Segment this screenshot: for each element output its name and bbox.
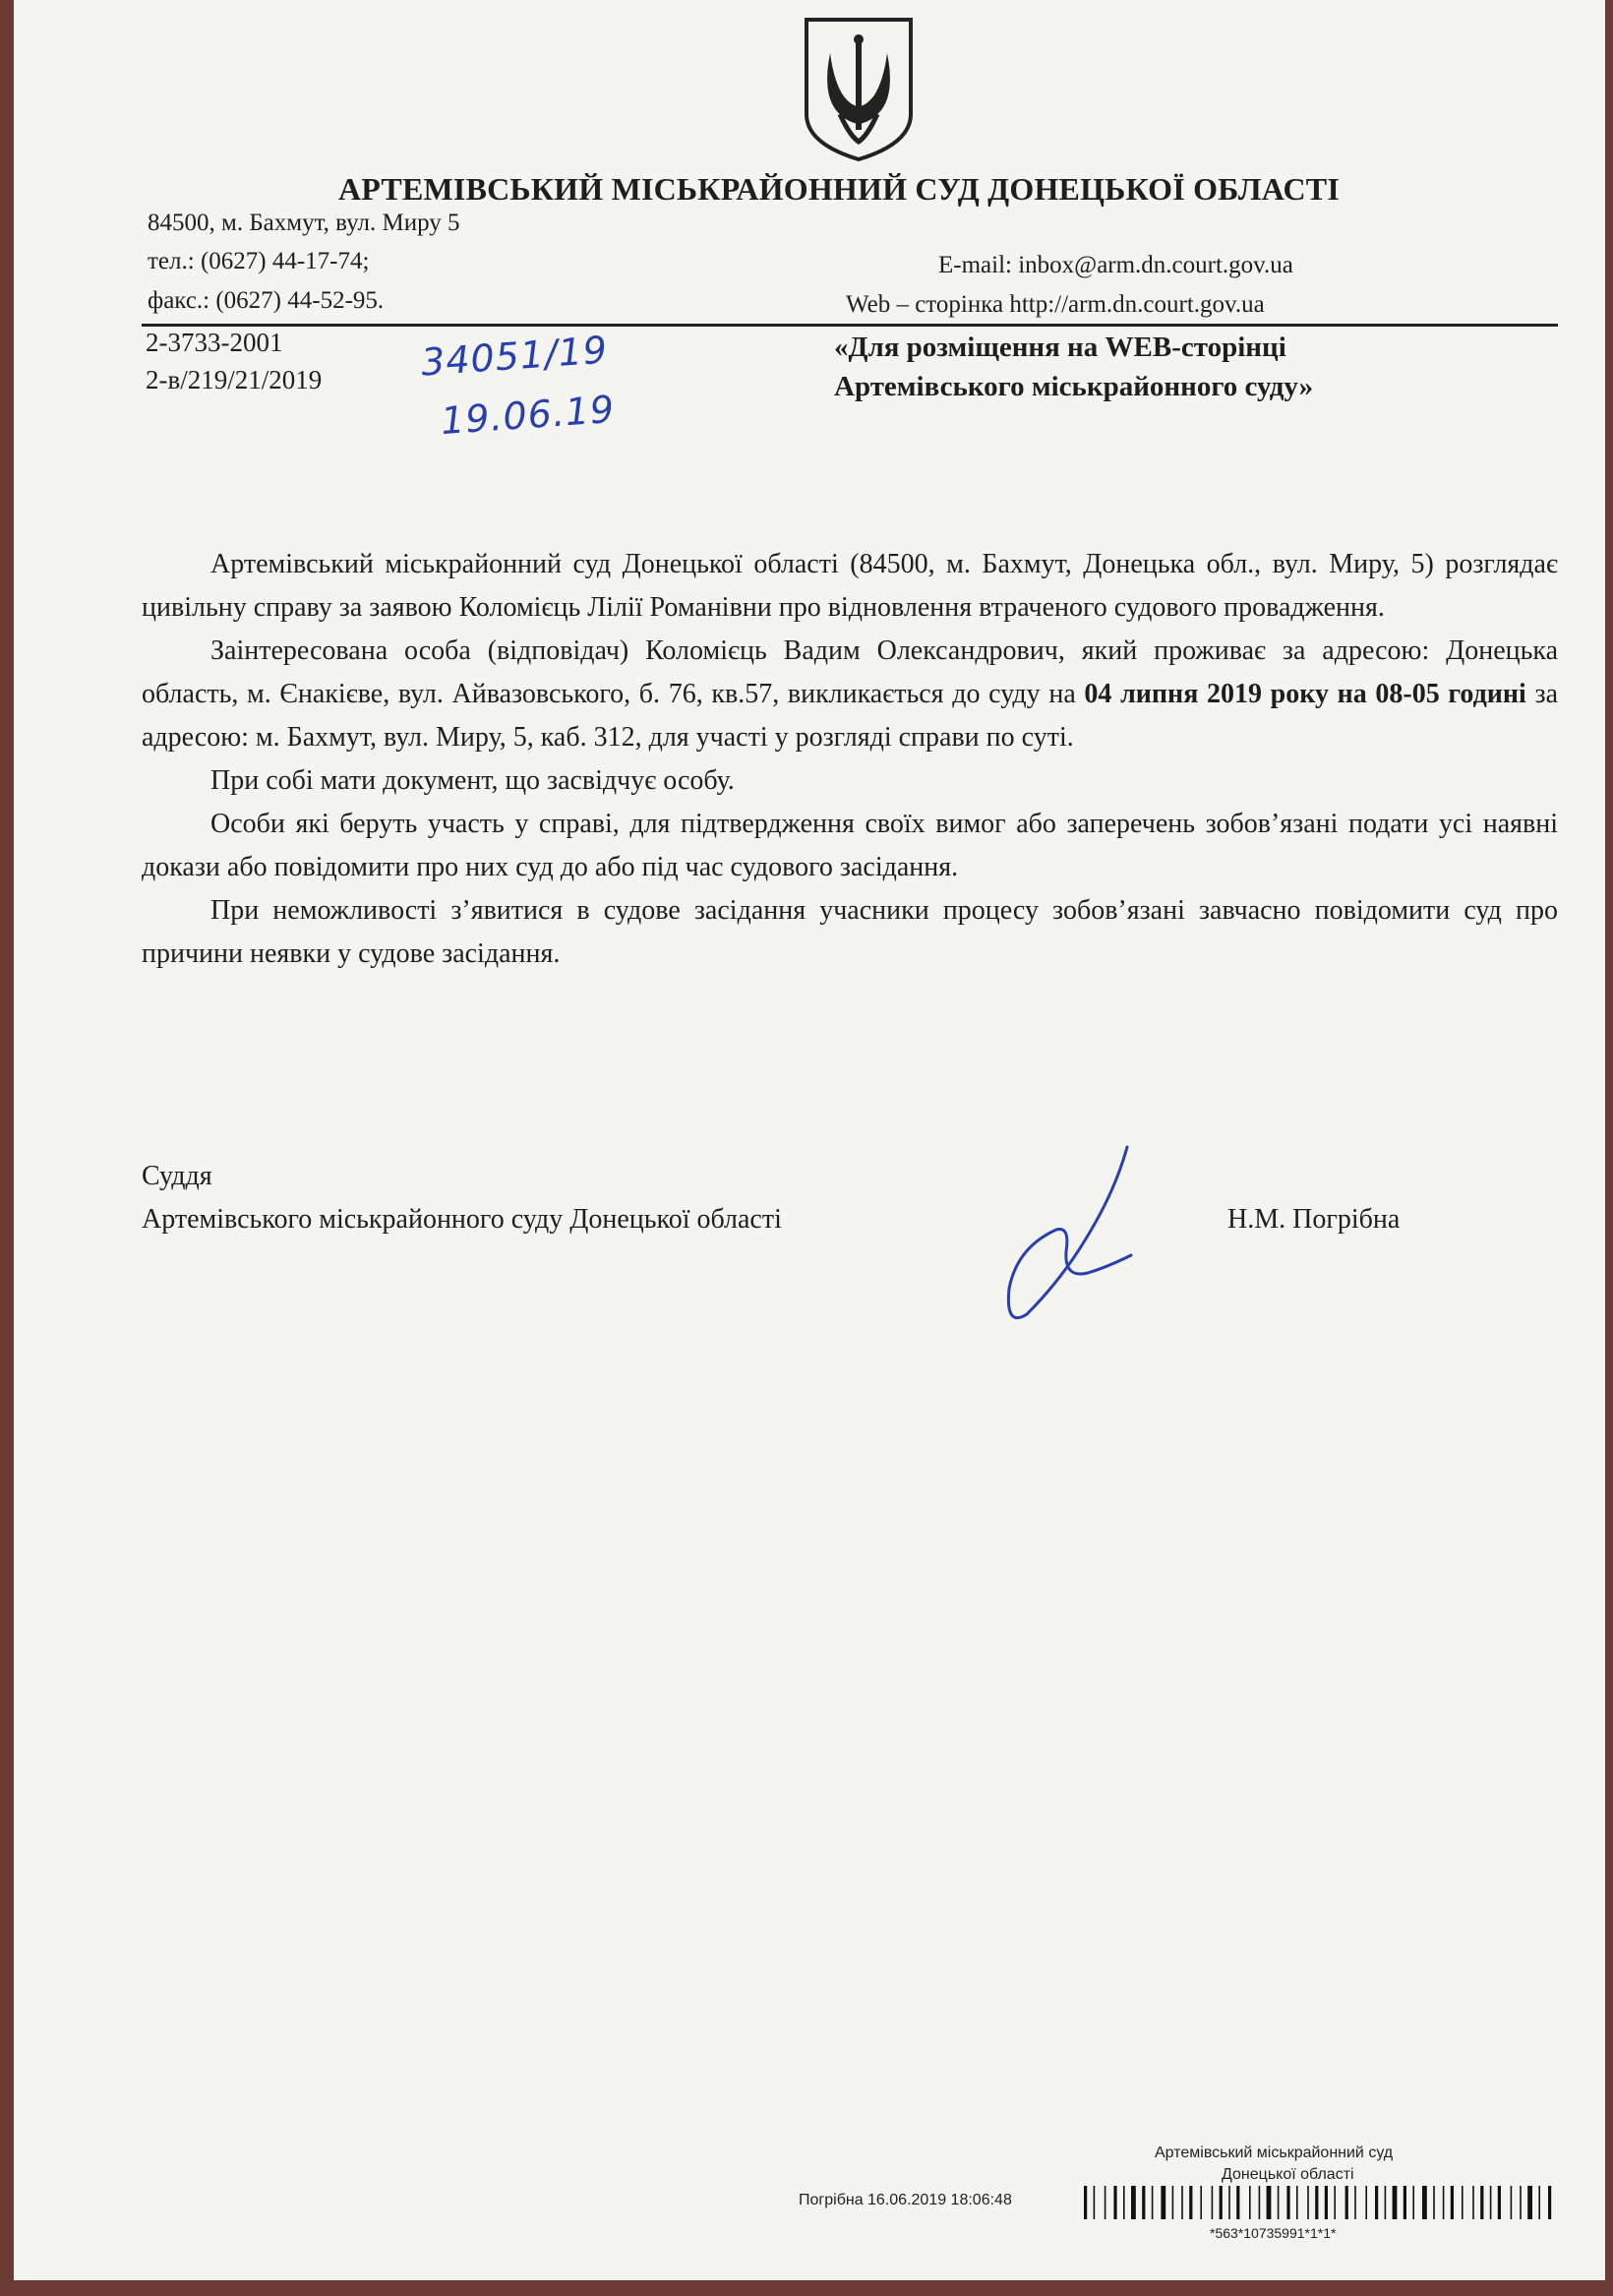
paragraph-3: При собі мати документ, що засвідчує особу. bbox=[210, 765, 735, 796]
handwritten-signature bbox=[997, 1141, 1174, 1328]
court-fax: факс.: (0627) 44-52-95. bbox=[148, 287, 385, 314]
paragraph-5: При неможливості з’явитися в судове засідання учасники процесу зобов’язані завчасно повідомити суд про причини неявки у судове засідання. bbox=[142, 895, 1558, 969]
registry-number: 2-в/219/21/2019 bbox=[146, 365, 323, 394]
case-number: 2-3733-2001 bbox=[146, 328, 283, 357]
document-page bbox=[14, 0, 1605, 2280]
court-title: АРТЕМІВСЬКИЙ МІСЬКРАЙОННИЙ СУД ДОНЕЦЬКОЇ ОБЛАСТІ bbox=[337, 171, 1341, 207]
handwritten-incoming-date: 19.06.19 bbox=[439, 387, 617, 444]
stamp-author-time: Погрібна 16.06.2019 18:06:48 bbox=[799, 2192, 1012, 2208]
stamp-court-line1: Артемівський міськрайонний суд bbox=[1155, 2145, 1394, 2161]
paragraph-2-end: за адресою: м. Бахмут, вул. Миру, 5, каб. 312, для участі у розгляді справи по суті. bbox=[142, 679, 1558, 753]
hearing-datetime: 04 липня 2019 року на 08-05 годині bbox=[1084, 679, 1526, 709]
court-address: 84500, м. Бахмут, вул. Миру 5 bbox=[148, 210, 460, 236]
publication-note-line1: «Для розміщення на WEB-сторінці bbox=[834, 332, 1286, 363]
court-email: E-mail: inbox@arm.dn.court.gov.ua bbox=[938, 252, 1293, 278]
signature-role: Суддя bbox=[142, 1161, 212, 1191]
paragraph-4: Особи які беруть участь у справі, для підтвердження своїх вимог або заперечень зобов’язані подати усі наявні докази або повідомити про них суд до або під час судового засідання. bbox=[142, 809, 1558, 882]
publication-note-line2: Артемівського міськрайонного суду» bbox=[834, 371, 1314, 402]
barcode-text: *563*10735991*1*1* bbox=[1210, 2225, 1337, 2241]
judge-name: Н.М. Погрібна bbox=[1227, 1204, 1401, 1235]
trident-emblem-icon bbox=[801, 14, 917, 163]
stamp-court-line2: Донецької області bbox=[1222, 2166, 1354, 2183]
signature-court: Артемівського міськрайонного суду Донецької області bbox=[142, 1204, 782, 1235]
court-website: Web – сторінка http://arm.dn.court.gov.ua bbox=[846, 291, 1265, 318]
handwritten-incoming-number: 34051/19 bbox=[419, 328, 610, 385]
paragraph-1: Артемівський міськрайонний суд Донецької області (84500, м. Бахмут, Донецька обл., вул. Миру, 5) розглядає цивільну справу за заявою Коломієць Лілії Романівни про відновлення втраченого судового провадження. bbox=[142, 549, 1558, 623]
notice-body bbox=[142, 543, 1558, 976]
paragraph-2-start: Заінтересована особа (відповідач) Коломієць Вадим Олександрович, який проживає за адресою: Донецька область, м. Єнакієве, вул. Айвазовського, б. 76, кв.57, викликається до суду на bbox=[142, 635, 1558, 709]
paragraph-2 bbox=[142, 630, 1558, 759]
court-phone: тел.: (0627) 44-17-74; bbox=[148, 248, 370, 274]
barcode-icon bbox=[1082, 2186, 1554, 2219]
